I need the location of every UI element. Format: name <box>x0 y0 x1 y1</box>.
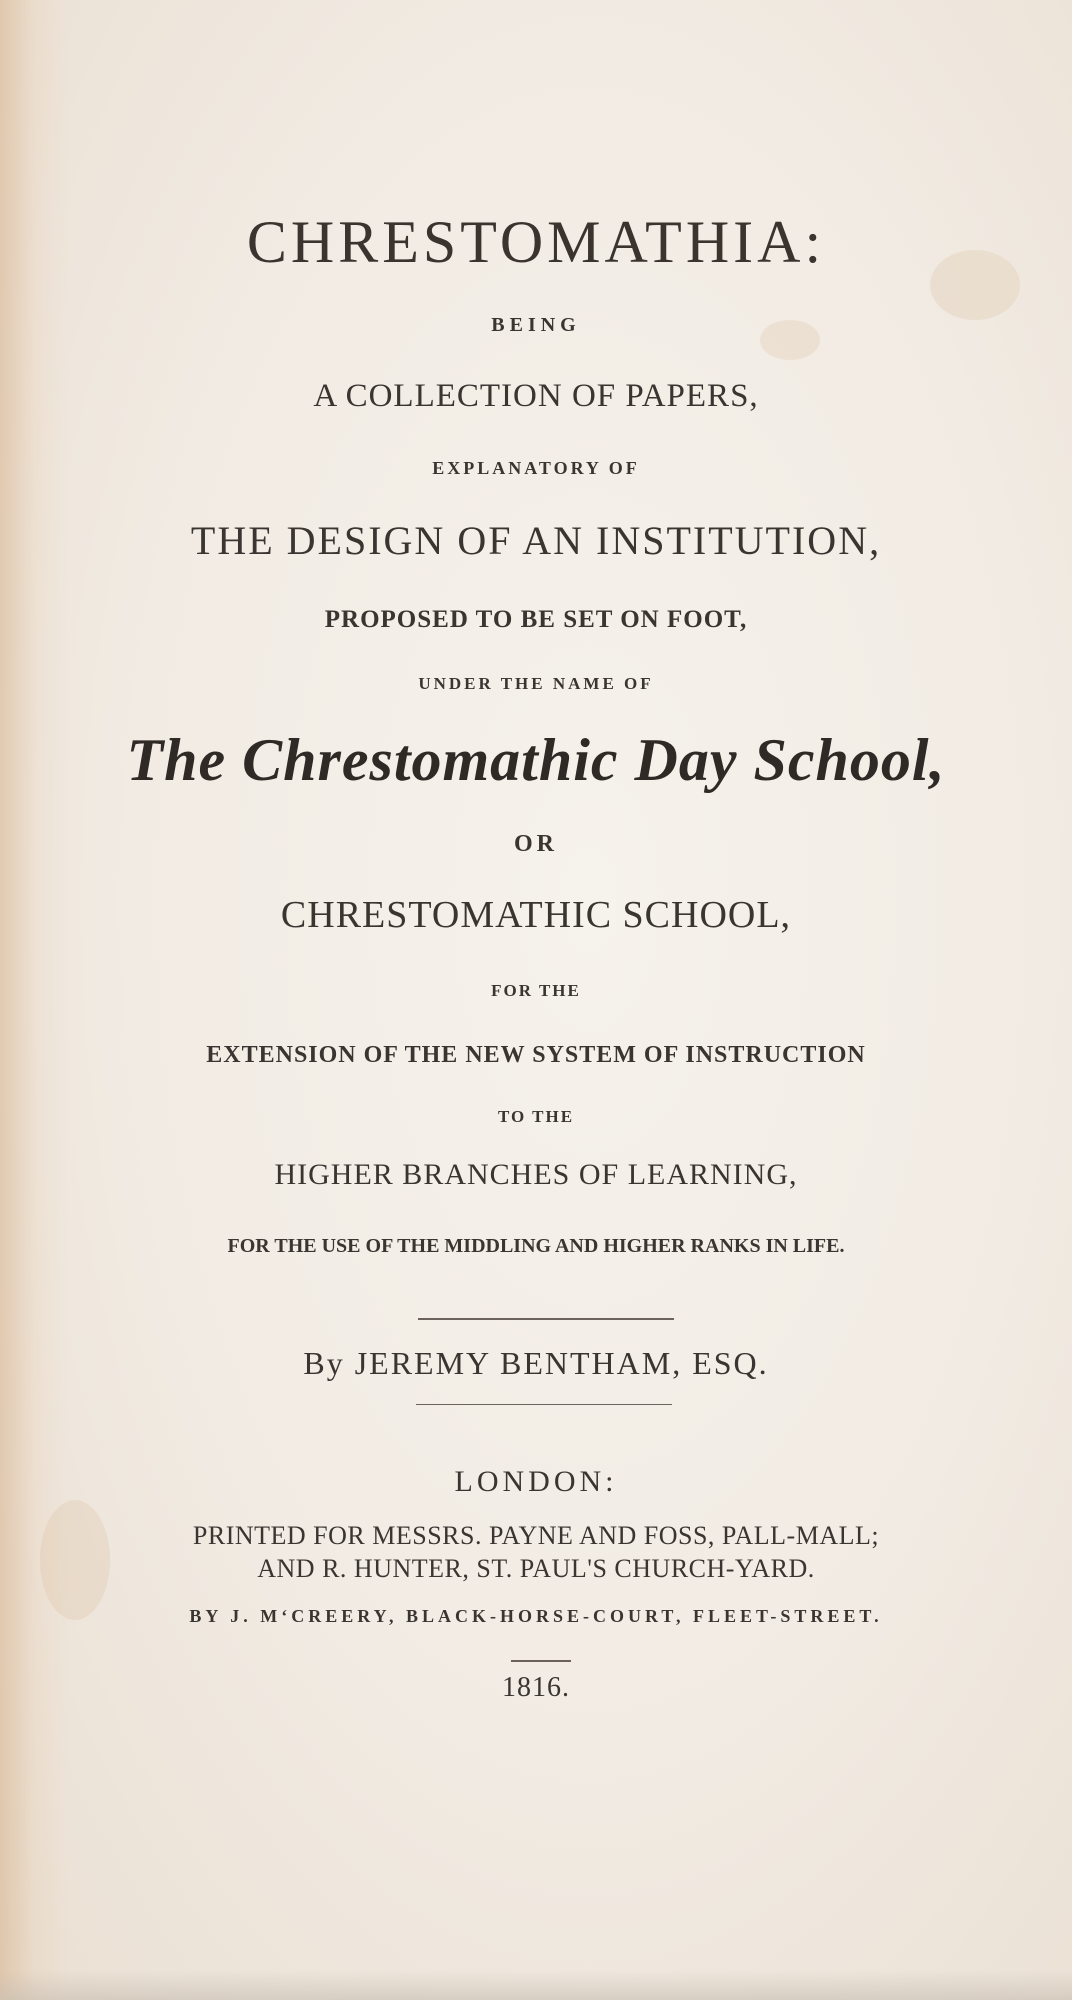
page-bottom-edge <box>0 1970 1072 2000</box>
school-name-blackletter: The Chrestomathic Day School, <box>126 727 946 793</box>
publication-year: 1816. <box>502 1672 570 1703</box>
imprint-city: LONDON: <box>454 1465 618 1498</box>
subtitle-being: BEING <box>491 314 581 336</box>
subtitle-proposed: PROPOSED TO BE SET ON FOOT, <box>324 606 748 633</box>
subtitle-under-name: UNDER THE NAME OF <box>418 674 654 693</box>
imprint-printed-for-line1: PRINTED FOR MESSRS. PAYNE AND FOSS, PALL-MALL; <box>192 1521 880 1550</box>
subtitle-for-the: FOR THE <box>491 981 581 1000</box>
book-title: CHRESTOMATHIA: <box>246 209 826 275</box>
rule-above-year <box>511 1660 571 1662</box>
subtitle-extension: EXTENSION OF THE NEW SYSTEM OF INSTRUCTION <box>206 1042 866 1068</box>
imprint-printer: BY J. M‘CREERY, BLACK-HORSE-COURT, FLEET-STREET. <box>189 1606 883 1626</box>
conjunction-or: OR <box>514 831 558 857</box>
author-line: By JEREMY BENTHAM, ESQ. <box>303 1345 769 1381</box>
subtitle-middling-ranks: FOR THE USE OF THE MIDDLING AND HIGHER RANKS IN LIFE. <box>227 1235 845 1257</box>
rule-below-author <box>416 1404 672 1405</box>
subtitle-design: THE DESIGN OF AN INSTITUTION, <box>190 518 882 563</box>
subtitle-to-the: TO THE <box>497 1107 575 1126</box>
school-name: CHRESTOMATHIC SCHOOL, <box>280 894 792 936</box>
subtitle-higher-branches: HIGHER BRANCHES OF LEARNING, <box>274 1158 798 1191</box>
subtitle-explanatory: EXPLANATORY OF <box>432 458 640 478</box>
imprint-printed-for-line2: AND R. HUNTER, ST. PAUL'S CHURCH-YARD. <box>257 1554 815 1583</box>
rule-above-author <box>418 1318 674 1320</box>
subtitle-collection: A COLLECTION OF PAPERS, <box>313 378 759 414</box>
